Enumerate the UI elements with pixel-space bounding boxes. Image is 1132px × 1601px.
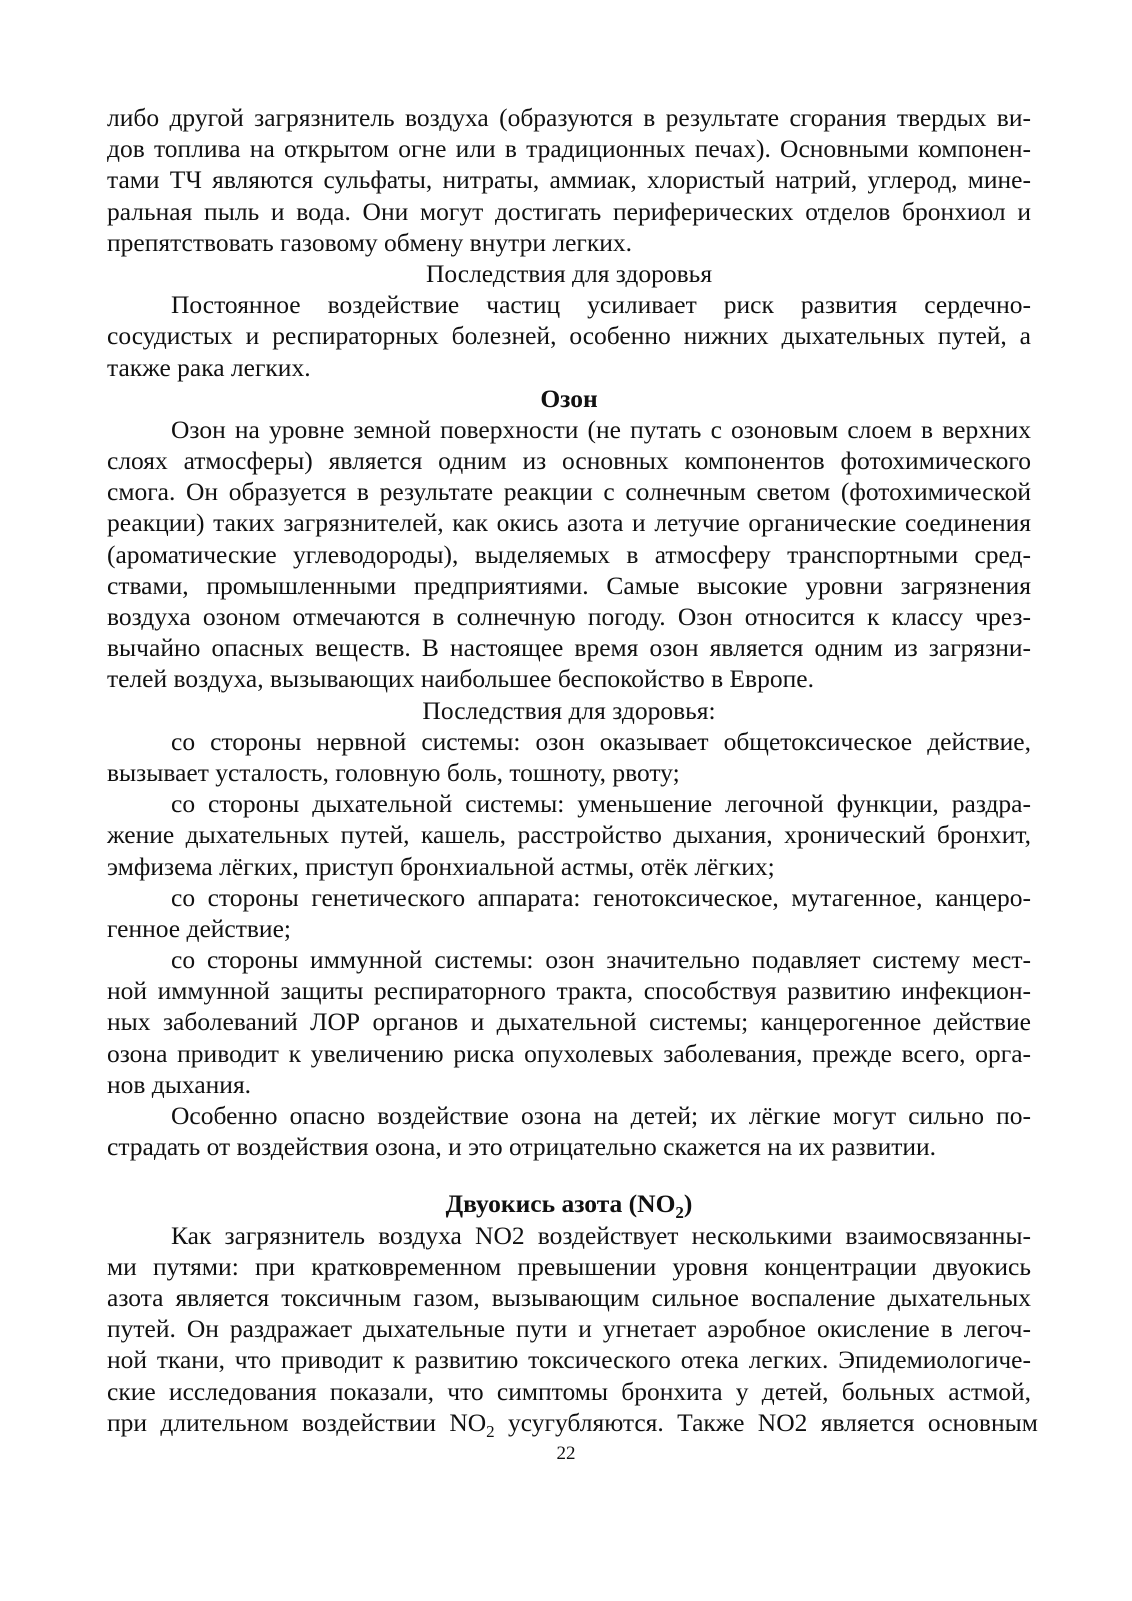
text-line: либо другой загрязнитель воздуха (образуются в результате сгорания твердых ви- <box>107 103 1031 132</box>
subheading-health-consequences-ozone: Последствия для здоровья: <box>422 695 716 725</box>
text-line: ной ткани, что приводит к развитию токсического отека легких. Эпидемиологиче- <box>107 1345 1031 1375</box>
text-line: эмфизема лёгких, приступ бронхиальной астмы, отёк лёгких; <box>107 851 775 881</box>
text-line: со стороны иммунной системы: озон значительно подавляет систему мест- <box>171 945 1031 975</box>
paragraph-genetic-apparatus <box>107 882 1031 944</box>
text-line: со стороны дыхательной системы: уменьшение легочной функции, раздра- <box>171 789 1031 819</box>
text-line: ские исследования показали, что симптомы бронхита у детей, больных астмой, <box>107 1376 1031 1406</box>
text-line: вычайно опасных веществ. В настоящее время озон является одним из загрязни- <box>107 633 1031 663</box>
paragraph-particles-end <box>107 102 1031 258</box>
paragraph-ozone-intro <box>107 414 1031 695</box>
text-line: страдать от воздействия озона, и это отрицательно скажется на их развитии. <box>107 1132 937 1162</box>
text-line: (ароматические углеводороды), выделяемых в атмосферу транспортными сред- <box>107 539 1031 569</box>
paragraph-nervous-system <box>107 726 1031 788</box>
text-line: озона приводит к увеличению риска опухолевых заболевания, прежде всего, орга- <box>107 1038 1031 1068</box>
text-line: нов дыхания. <box>107 1069 252 1099</box>
text-line: Особенно опасно воздействие озона на детей; их лёгкие могут сильно по- <box>171 1101 1031 1130</box>
paragraph-ozone-children <box>107 1100 1031 1162</box>
text-line: со стороны нервной системы: озон оказывает общетоксическое действие, <box>171 726 1031 756</box>
text-line: воздуха озоном отмечаются в солнечную погоду. Озон относится к классу чрез- <box>107 602 1031 631</box>
paragraph-respiratory-system <box>107 788 1031 882</box>
text-line: путей. Он раздражает дыхательные пути и угнетает аэробное окисление в легоч- <box>107 1314 1031 1344</box>
text-line: вызывает усталость, головную боль, тошноту, рвоту; <box>107 757 680 787</box>
text-line: ных заболеваний ЛОР органов и дыхательной системы; канцерогенное действие <box>107 1007 1031 1037</box>
text-line: реакции) таких загрязнителей, как окись азота и летучие органические соединения <box>107 508 1031 538</box>
paragraph-immune-system <box>107 944 1031 1100</box>
document-page <box>107 102 1038 1441</box>
text-line: дов топлива на открытом огне или в традиционных печах). Основными компонен- <box>107 134 1031 164</box>
section-spacer <box>107 1162 1031 1188</box>
text-line: генное действие; <box>107 913 291 943</box>
section-heading-ozone: Озон <box>540 383 598 413</box>
subscript-two: 2 <box>675 1203 684 1223</box>
text-fragment: при длительном воздействии NO <box>107 1407 487 1437</box>
text-line: Как загрязнитель воздуха NO2 воздействует несколькими взаимосвязанны- <box>171 1220 1031 1250</box>
text-line: Постоянное воздействие частиц усиливает риск развития сердечно- <box>171 290 1031 320</box>
heading-close-paren: ) <box>683 1189 693 1219</box>
text-line-with-subscript <box>107 1407 1038 1441</box>
text-line: ми путями: при кратковременном превышении уровня концентрации двуокись <box>107 1251 1031 1281</box>
text-line: препятствовать газовому обмену внутри легких. <box>107 227 633 257</box>
text-line: со стороны генетического аппарата: генотоксическое, мутагенное, канцеро- <box>171 882 1031 912</box>
text-line: жение дыхательных путей, кашель, расстройство дыхания, хронический бронхит, <box>107 820 1031 850</box>
text-line: тами ТЧ являются сульфаты, нитраты, аммиак, хлористый натрий, углерод, мине- <box>107 165 1031 195</box>
paragraph-no2 <box>107 1220 1038 1441</box>
text-fragment: усугубляются. Также NO2 является основным <box>494 1407 1038 1437</box>
page-number: 22 <box>556 1443 576 1464</box>
text-line: слоях атмосферы) является одним из основных компонентов фотохимического <box>107 446 1031 476</box>
subscript-two: 2 <box>486 1421 495 1441</box>
text-line: также рака легких. <box>107 352 311 382</box>
paragraph-particles-risk <box>107 289 1031 383</box>
text-line: ствами, промышленными предприятиями. Самые высокие уровни загрязнения <box>107 570 1031 600</box>
text-line: сосудистых и респираторных болезней, особенно нижних дыхательных путей, а <box>107 321 1031 351</box>
text-line: ной иммунной защиты респираторного тракта, способствуя развитию инфекцион- <box>107 976 1031 1006</box>
text-line: ральная пыль и вода. Они могут достигать периферических отделов бронхиол и <box>107 196 1031 226</box>
text-line: Озон на уровне земной поверхности (не путать с озоновым слоем в верхних <box>171 414 1031 444</box>
section-heading-nitrogen-dioxide <box>107 1188 1031 1223</box>
subheading-health-consequences: Последствия для здоровья <box>425 258 713 288</box>
text-line: смога. Он образуется в результате реакции с солнечным светом (фотохимической <box>107 477 1031 507</box>
text-line: азота является токсичным газом, вызывающим сильное воспаление дыхательных <box>107 1282 1031 1312</box>
text-line: телей воздуха, вызывающих наибольшее беспокойство в Европе. <box>107 664 814 694</box>
heading-text: Двуокись азота (NO <box>445 1189 676 1219</box>
